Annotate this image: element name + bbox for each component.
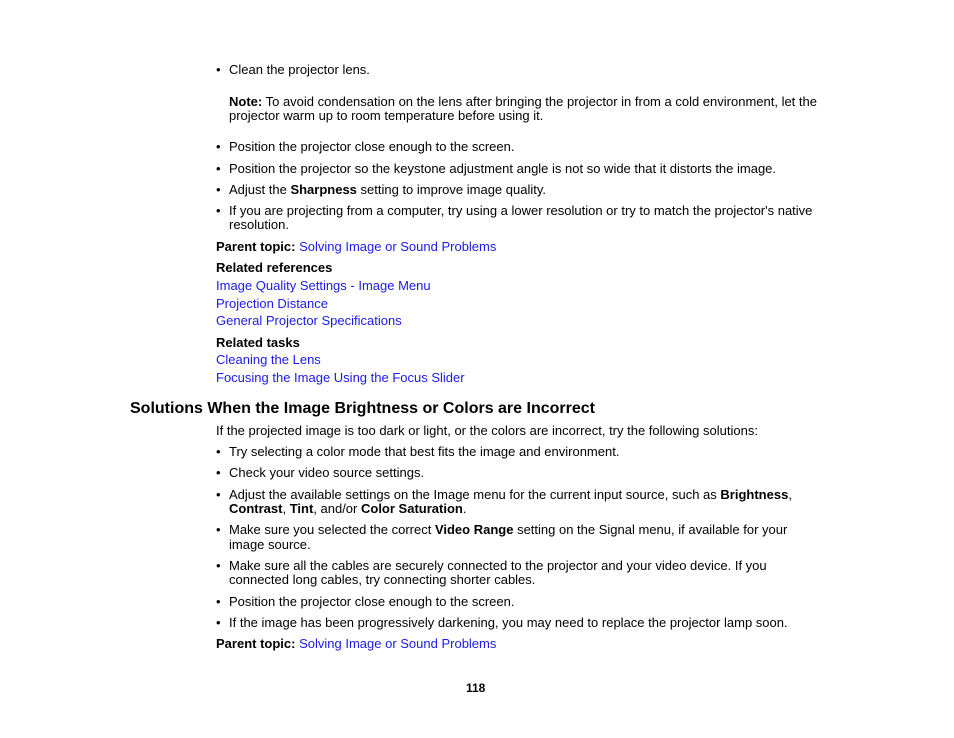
parent-topic-label-2: Parent topic: [216, 636, 296, 651]
video-range-post: setting on the Signal menu, if available for your [513, 522, 788, 537]
section-intro: If the projected image is too dark or light, or the colors are incorrect, try the following solutions: [216, 423, 758, 438]
bullet-marker: • [216, 465, 221, 480]
bullet-position-close: Position the projector close enough to the screen. [229, 139, 515, 154]
bullet-resolution-line-2: resolution. [229, 217, 289, 232]
bullet-video-source: Check your video source settings. [229, 465, 425, 480]
tint-bold: Tint [289, 501, 314, 516]
parent-topic-link[interactable]: Solving Image or Sound Problems [299, 239, 497, 254]
color-saturation-bold: Color Saturation [360, 501, 463, 516]
bullet-image-menu-line-2 [229, 502, 466, 516]
brightness-bold: Brightness [720, 487, 789, 502]
bullet-resolution-line-1: If you are projecting from a computer, try using a lower resolution or try to match the projector's native [229, 203, 813, 218]
related-references-heading: Related references [216, 260, 333, 275]
bullet-video-range-line-2: image source. [229, 537, 311, 552]
bullet-marker: • [216, 594, 221, 609]
bullet-position-close-2: Position the projector close enough to the screen. [229, 594, 515, 609]
bullet-cables-line-2: connected long cables, try connecting shorter cables. [229, 572, 536, 587]
contrast-bold: Contrast [229, 501, 283, 516]
link-general-specifications[interactable]: General Projector Specifications [216, 313, 402, 328]
bullet-marker: • [216, 444, 221, 459]
image-menu-sep-1: , [282, 501, 290, 516]
link-projection-distance[interactable]: Projection Distance [216, 296, 328, 311]
image-menu-end: . [462, 501, 467, 516]
bullet-cables-line-1: Make sure all the cables are securely connected to the projector and your video device. If you [229, 558, 767, 573]
note-text-1: To avoid condensation on the lens after bringing the projector in from a cold environment, let the [262, 94, 817, 109]
note-label: Note: [229, 94, 263, 109]
bullet-keystone: Position the projector so the keystone adjustment angle is not so wide that it distorts the image. [229, 161, 777, 176]
bullet-marker: • [216, 558, 221, 573]
bullet-marker: • [216, 522, 221, 537]
bullet-image-menu-line-1 [229, 488, 792, 502]
bullet-marker: • [216, 615, 221, 630]
bullet-video-range-line-1 [229, 523, 787, 537]
parent-topic-2 [216, 637, 496, 651]
bullet-sharpness [229, 183, 546, 197]
image-menu-pre: Adjust the available settings on the Image menu for the current input source, such as [229, 487, 721, 502]
image-menu-comma: , [788, 487, 792, 502]
section-title: Solutions When the Image Brightness or Colors are Incorrect [130, 400, 595, 417]
bullet-marker: • [216, 203, 221, 218]
bullet-marker: • [216, 487, 221, 502]
sharpness-pre: Adjust the [229, 182, 291, 197]
video-range-bold: Video Range [434, 522, 514, 537]
note-line-2: projector warm up to room temperature before using it. [229, 108, 544, 123]
video-range-pre: Make sure you selected the correct [229, 522, 435, 537]
related-tasks-heading: Related tasks [216, 335, 300, 350]
bullet-marker: • [216, 139, 221, 154]
parent-topic-label: Parent topic: [216, 239, 296, 254]
sharpness-bold: Sharpness [290, 182, 357, 197]
sharpness-post: setting to improve image quality. [356, 182, 546, 197]
link-focusing-image[interactable]: Focusing the Image Using the Focus Slider [216, 370, 465, 385]
page-number: 118 [466, 681, 486, 695]
link-image-quality-settings[interactable]: Image Quality Settings - Image Menu [216, 278, 431, 293]
bullet-marker: • [216, 62, 221, 77]
parent-topic-link-2[interactable]: Solving Image or Sound Problems [299, 636, 497, 651]
bullet-marker: • [216, 182, 221, 197]
bullet-lamp: If the image has been progressively darkening, you may need to replace the projector lamp soon. [229, 615, 788, 630]
image-menu-sep-2: , and/or [313, 501, 361, 516]
link-cleaning-lens[interactable]: Cleaning the Lens [216, 352, 321, 367]
bullet-marker: • [216, 161, 221, 176]
parent-topic [216, 240, 496, 254]
bullet-color-mode: Try selecting a color mode that best fits the image and environment. [229, 444, 620, 459]
note-line-1 [229, 95, 817, 109]
bullet-clean-lens: Clean the projector lens. [229, 62, 370, 77]
